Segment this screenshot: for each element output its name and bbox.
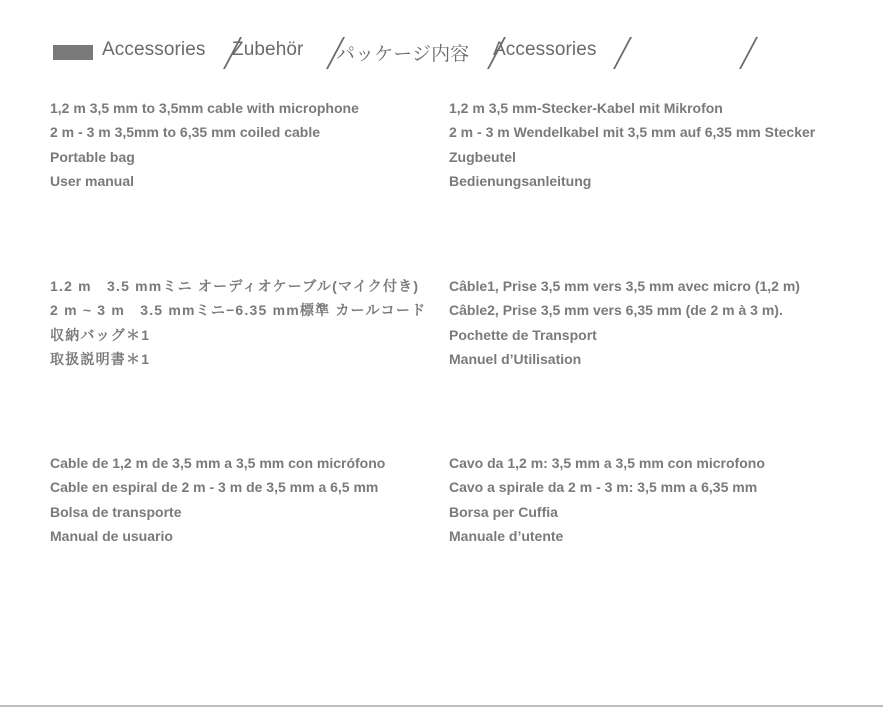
header-title-fr: Accessories [493,39,597,60]
list-item: 2 m ~ 3 m 3.5 mmミニ−6.35 mm標準 カールコード [50,302,427,319]
list-item: 取扱説明書＊1 [50,350,151,367]
list-item: 収納バッグ＊1 [50,326,151,343]
header-divider [739,37,758,69]
list-item: 1,2 m 3,5 mm-Stecker-Kabel mit Mikrofon [449,100,723,116]
list-item: Pochette de Transport [449,326,597,343]
accessory-list-japanese [50,274,426,371]
header-divider [613,37,632,69]
list-item: Manual de usuario [50,527,173,544]
list-item: Manuel d’Utilisation [449,350,582,367]
list-item: 1.2 m 3.5 mmミニ オーディオケーブル(マイク付き) [50,278,420,294]
list-item: User manual [50,172,135,189]
accessory-list-spanish [50,451,385,548]
section-marker [53,45,93,60]
list-item: Cable de 1,2 m de 3,5 mm a 3,5 mm con micrófono [50,455,386,471]
header-title-de: Zubehör [232,39,304,60]
list-item: Zugbeutel [449,148,516,165]
accessories-header [53,35,873,71]
list-item: 2 m - 3 m 3,5mm to 6,35 mm coiled cable [50,124,320,141]
list-item: Cavo da 1,2 m: 3,5 mm a 3,5 mm con microfono [449,455,765,471]
list-item: Manuale d’utente [449,527,564,544]
list-item: Cavo a spirale da 2 m - 3 m: 3,5 mm a 6,35 mm [449,479,758,496]
list-item: Câble2, Prise 3,5 mm vers 6,35 mm (de 2 m à 3 m). [449,302,783,319]
list-item: Bolsa de transporte [50,503,182,520]
header-title-ja: パッケージ内容 [336,44,470,65]
list-item: Portable bag [50,148,135,165]
accessory-list-french [449,274,800,371]
list-item: Cable en espiral de 2 m - 3 m de 3,5 mm a 6,5 mm [50,479,379,496]
accessory-list-german [449,96,815,193]
accessory-list-italian [449,451,765,548]
list-item: Câble1, Prise 3,5 mm vers 3,5 mm avec micro (1,2 m) [449,278,800,294]
list-item: 2 m - 3 m Wendelkabel mit 3,5 mm auf 6,35 mm Stecker [449,124,816,141]
list-item: 1,2 m 3,5 mm to 3,5mm cable with microphone [50,100,359,116]
list-item: Bedienungsanleitung [449,172,592,189]
accessory-list-english [50,96,359,193]
header-title-en: Accessories [102,39,206,60]
list-item: Borsa per Cuffia [449,503,558,520]
